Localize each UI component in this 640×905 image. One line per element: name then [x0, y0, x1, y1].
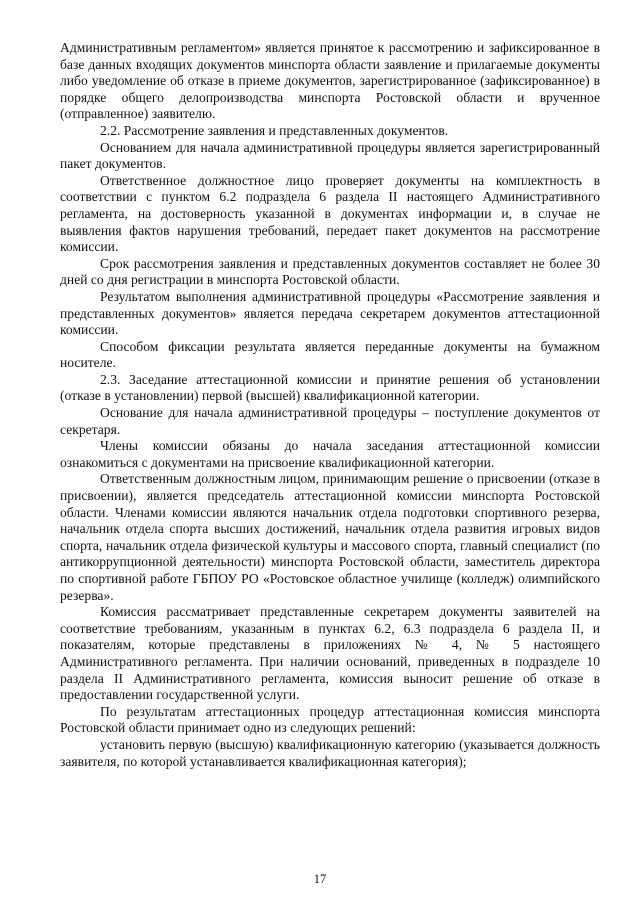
document-page [60, 40, 600, 770]
page-number: 17 [313, 872, 327, 886]
paragraph-4: Ответственное должностное лицо проверяет документы на комплектность в соответствии с пунктом 6.2 подраздела 6 раздела II настоящего Административного регламента, на достоверность указанной в документах информации и, в случае не выявления фактов нарушения требований, передает пакет документов на рассмотрение комиссии. [60, 172, 600, 255]
paragraph-5: Срок рассмотрения заявления и представленных документов составляет не более 30 дней со дня регистрации в минспорта Ростовской области. [60, 255, 600, 288]
paragraph-7: Способом фиксации результата является переданные документы на бумажном носителе. [60, 338, 600, 371]
section-heading-2-2: 2.2. Рассмотрение заявления и представленных документов. [100, 122, 449, 138]
paragraph-14: установить первую (высшую) квалификационную категорию (указывается должность заявителя, по которой устанавливается квалификационная категория); [60, 736, 600, 769]
paragraph-13: По результатам аттестационных процедур аттестационная комиссия минспорта Ростовской области принимает одно из следующих решений: [60, 703, 600, 736]
paragraph-9: Основание для начала административной процедуры – поступление документов от секретаря. [60, 405, 600, 437]
paragraph-3: Основанием для начала административной процедуры является зарегистрированный пакет документов. [60, 139, 600, 172]
section-heading-2-3: 2.3. Заседание аттестационной комиссии и принятие решения об установлении (отказе в установлении) первой (высшей) квалификационной категории. [60, 371, 600, 404]
paragraph-11: Ответственным должностным лицом, принимающим решение о присвоении (отказе в присвоении), является председатель аттестационной комиссии минспорта Ростовской области. Членами комиссии являются начальник отдела подготовки спортивного резерва, начальник отдела спорта высших достижений, начальник отдела развития игровых видов спорта, начальник отдела физической культуры и массового спорта, главный специалист (по антикоррупционной деятельности) минспорта Ростовской области, заместитель директора по спортивной работе ГБПОУ РО «Ростовское областное училище (колледж) олимпийского резерва». [60, 471, 600, 603]
paragraph-1: Административным регламентом» является принятое к рассмотрению и зафиксированное в базе данных входящих документов минспорта области заявление и прилагаемые документы либо уведомление об отказе в приеме документов, зарегистрированное (зафиксированное) в порядке общего делопроизводства минспорта Ростовской области и врученное (отправленное) заявителю. [60, 40, 600, 122]
paragraph-10: Члены комиссии обязаны до начала заседания аттестационной комиссии ознакомиться с документами на присвоение квалификационной категории. [60, 438, 600, 470]
paragraph-12: Комиссия рассматривает представленные секретарем документы заявителей на соответствие требованиям, указанным в пунктах 6.2, 6.3 подраздела 6 раздела II, и показателям, которые представлены в приложениях № 4, № 5 настоящего Административного регламента. При наличии оснований, приведенных в подразделе 10 раздела II Административного регламента, комиссия выносит решение об отказе в предоставлении государственной услуги. [60, 604, 600, 703]
paragraph-6: Результатом выполнения административной процедуры «Рассмотрение заявления и представленных документов» является передача секретарем документов аттестационной комиссии. [60, 288, 600, 338]
